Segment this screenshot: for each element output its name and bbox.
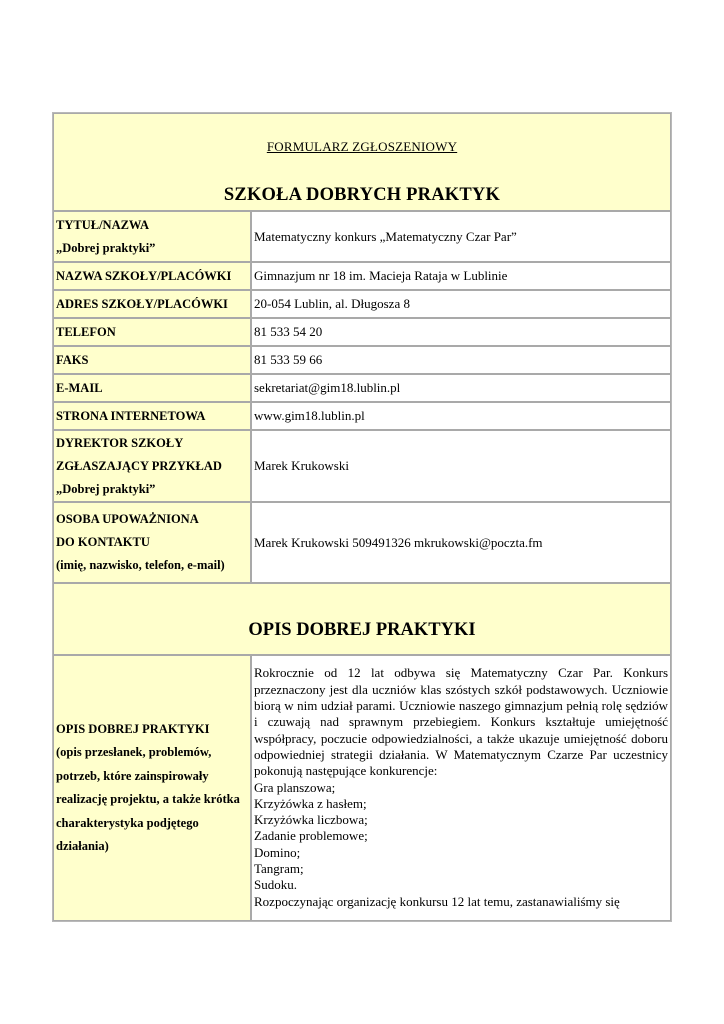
list-item: Gra planszowa;: [254, 779, 336, 795]
table-row-description: [53, 655, 671, 921]
label-title: [53, 211, 251, 262]
label-contact-line3: (imię, nazwisko, telefon, e-mail): [56, 558, 225, 572]
label-contact-line2: DO KONTAKTU: [56, 535, 150, 549]
table-row-school-address: [53, 290, 671, 318]
value-director: Marek Krukowski: [251, 430, 671, 502]
table-row-school-name: [53, 262, 671, 290]
label-director-line1: DYREKTOR SZKOŁY: [56, 435, 184, 450]
label-contact-line1: OSOBA UPOWAŻNIONA: [56, 512, 199, 526]
label-description-line4: realizację projektu, a także krótka: [56, 792, 240, 806]
description-continuation: Rozpoczynając organizację konkursu 12 lat temu, zastanawialiśmy się: [254, 893, 620, 909]
main-title: SZKOŁA DOBRYCH PRAKTYK: [223, 184, 501, 205]
list-item: Zadanie problemowe;: [254, 828, 368, 844]
label-title-line1: TYTUŁ/NAZWA: [56, 217, 150, 232]
label-director-line3: „Dobrej praktyki”: [56, 481, 156, 496]
label-description-line1: OPIS DOBREJ PRAKTYKI: [56, 721, 210, 736]
label-contact: [53, 502, 251, 583]
section-header: [53, 583, 671, 655]
table-row-website: [53, 402, 671, 430]
table-row-contact: [53, 502, 671, 583]
table-row-phone: [53, 318, 671, 346]
label-school-name: NAZWA SZKOŁY/PLACÓWKI: [53, 262, 251, 290]
value-contact: Marek Krukowski 509491326 mkrukowski@poczta.fm: [251, 502, 671, 583]
list-item: Krzyżówka z hasłem;: [254, 795, 367, 811]
label-title-line2: „Dobrej praktyki”: [56, 240, 156, 255]
label-description-line2: (opis przesłanek, problemów,: [56, 745, 212, 759]
form-title: FORMULARZ ZGŁOSZENIOWY: [266, 138, 458, 154]
label-school-address: ADRES SZKOŁY/PLACÓWKI: [53, 290, 251, 318]
table-row-director: [53, 430, 671, 502]
value-school-address: 20-054 Lublin, al. Długosza 8: [251, 290, 671, 318]
label-fax: FAKS: [53, 346, 251, 374]
value-phone: 81 533 54 20: [251, 318, 671, 346]
label-description-line6: działania): [56, 839, 109, 853]
table-row-title: [53, 211, 671, 262]
label-website: STRONA INTERNETOWA: [53, 402, 251, 430]
label-email: E-MAIL: [53, 374, 251, 402]
label-director: [53, 430, 251, 502]
list-item: Krzyżówka liczbowa;: [254, 812, 368, 828]
section-title: OPIS DOBREJ PRAKTYKI: [248, 619, 476, 640]
label-description-line5: charakterystyka podjętego: [56, 815, 199, 830]
form-header: [53, 113, 671, 211]
label-description: [53, 655, 251, 921]
value-title: Matematyczny konkurs „Matematyczny Czar Par”: [251, 211, 671, 262]
value-website: www.gim18.lublin.pl: [251, 402, 671, 430]
label-phone: TELEFON: [53, 318, 251, 346]
list-item: Tangram;: [254, 860, 304, 876]
table-row-fax: [53, 346, 671, 374]
table-row-email: [53, 374, 671, 402]
list-item: Domino;: [254, 844, 301, 860]
label-director-line2: ZGŁASZAJĄCY PRZYKŁAD: [56, 458, 222, 473]
value-fax: 81 533 59 66: [251, 346, 671, 374]
value-email: sekretariat@gim18.lublin.pl: [251, 374, 671, 402]
description-intro: Rokrocznie od 12 lat odbywa się Matematyczny Czar Par. Konkurs przeznaczony jest dla uczniów klas szóstych szkół podstawowych. Uczniowie biorą w nim udział parami. Uczniowie naszego gimnazjum pełnią rolę sędziów i czuwają nad sprawnym przebiegiem. Konkurs kształtuje umiejętność współpracy, poczucie odpowiedzialności, a także ukazuje umiejętność doboru odpowiedniej strategii działania. W Matematycznym Czarze Par uczestnicy pokonują następujące konkurencje:: [254, 665, 668, 779]
application-form-table: [52, 112, 672, 922]
value-description: [251, 655, 671, 921]
value-school-name: Gimnazjum nr 18 im. Macieja Rataja w Lublinie: [251, 262, 671, 290]
label-description-line3: potrzeb, które zainspirowały: [56, 768, 209, 783]
list-item: Sudoku.: [254, 877, 297, 893]
